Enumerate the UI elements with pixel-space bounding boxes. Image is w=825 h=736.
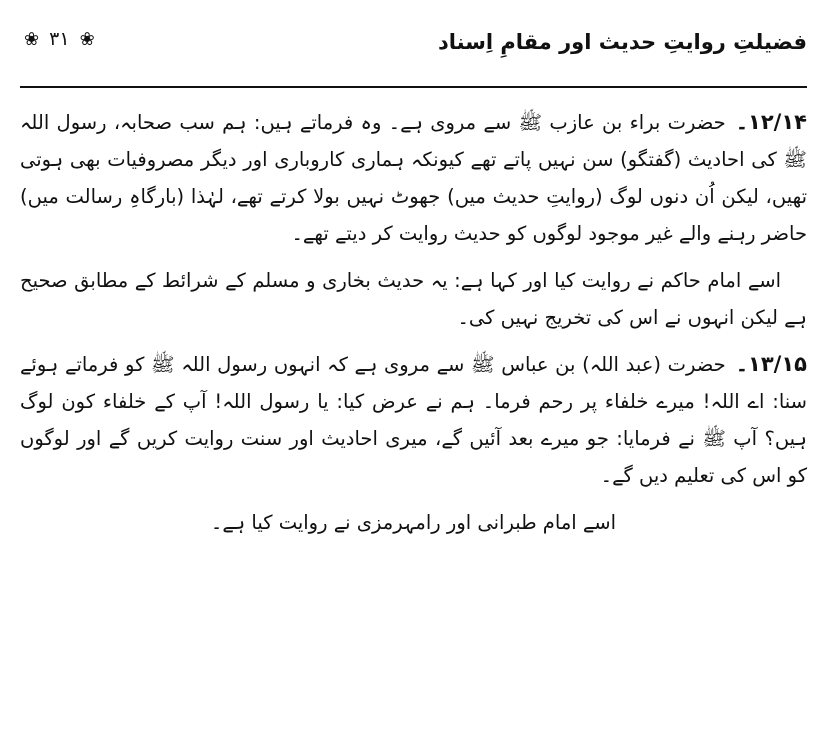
page-body — [20, 104, 807, 551]
hadith-text-2: حضرت (عبد اللہ) بن عباس ﷺ سے مروی ہے کہ انہوں رسول اللہ ﷺ کو فرماتے ہوئے سنا: اے اللہ! میرے خلفاء پر رحم فرما۔ ہم نے عرض کیا: یا رسول اللہ! آپ کے خلفاء کون لوگ ہیں؟ آپ ﷺ نے فرمایا: جو میرے بعد آئیں گے، میری احادیث اور سنت روایت کریں گے اور لوگوں کو اس کی تعلیم دیں گے۔ — [20, 353, 807, 487]
hadith-paragraph-1 — [20, 104, 807, 252]
hadith-text-1: حضرت براء بن عازب ﷺ سے مروی ہے۔ وہ فرماتے ہیں: ہم سب صحابہ، رسول اللہ ﷺ کی احادیث (گفتگو) سن نہیں پاتے تھے کیونکہ ہماری کاروباری اور دیگر مصروفیات بھی ہوتی تھیں، لیکن اُن دنوں لوگ (روایتِ حدیث میں) جھوٹ نہیں بولا کرتے تھے، لہٰذا (بارگاہِ رسالت میں) حاضر رہنے والے غیر موجود لوگوں کو حدیث روایت کر دیتے تھے۔ — [20, 111, 807, 245]
running-title: فضیلتِ روایتِ حدیث اور مقامِ اِسناد — [437, 30, 807, 54]
hadith-number-2: ۱۳/۱۵۔ — [735, 352, 807, 376]
hadith-paragraph-2 — [20, 346, 807, 494]
reference-paragraph-1: اسے امام حاکم نے روایت کیا اور کہا ہے: یہ حدیث بخاری و مسلم کے شرائط کے مطابق صحیح ہے لیکن انہوں نے اس کی تخریج نہیں کی۔ — [20, 269, 807, 329]
page-number: ۳۱ — [49, 28, 70, 50]
header-divider — [20, 86, 807, 88]
ornament-left-icon: ❀ — [24, 29, 40, 50]
hadith-number-1: ۱۲/۱۴۔ — [735, 110, 807, 134]
page-number-box — [20, 28, 99, 50]
ornament-right-icon: ❀ — [79, 29, 95, 50]
page-header — [20, 22, 807, 68]
reference-paragraph-2: اسے امام طبرانی اور رامہرمزی نے روایت کیا ہے۔ — [210, 511, 617, 534]
